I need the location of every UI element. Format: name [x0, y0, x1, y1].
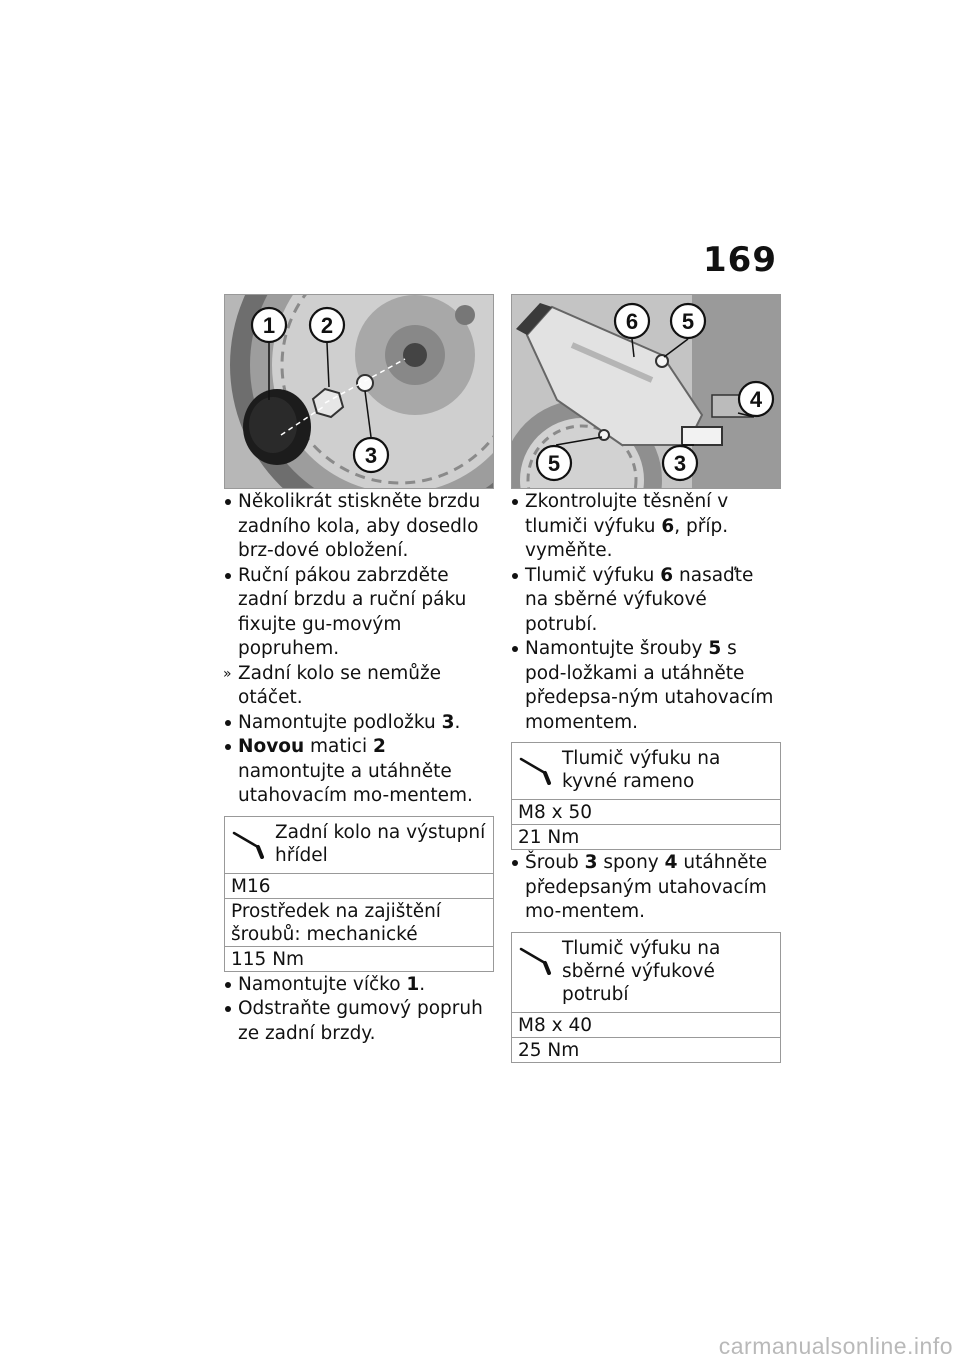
- spec-row: M8 x 40: [512, 1013, 780, 1038]
- torque-spec-table: [511, 932, 781, 1063]
- list-item: Zkontrolujte těsnění v tlumiči výfuku 6, příp. vyměňte.: [525, 491, 729, 561]
- callout-1: 1: [262, 313, 276, 338]
- watermark: carmanualsonline.info: [718, 1333, 953, 1359]
- spec-row: 25 Nm: [518, 1039, 580, 1061]
- callout-6: 6: [625, 309, 639, 334]
- spec-title: Tlumič výfuku na kyvné rameno: [562, 748, 721, 792]
- list-item: Tlumič výfuku 6 nasaďte na sběrné výfukové potrubí.: [525, 564, 754, 635]
- spec-title: Zadní kolo na výstupní hřídel: [275, 821, 486, 866]
- list-item: Ruční pákou zabrzděte zadní brzdu a ruční páku fixujte gu-movým popruhem.: [238, 564, 467, 659]
- list-item: Namontujte víčko 1.: [238, 973, 426, 995]
- list-item: Novou matici 2 namontujte a utáhněte utahovacím mo-mentem.: [238, 736, 473, 806]
- callout-3: 3: [364, 443, 378, 468]
- callout-3: 3: [673, 451, 687, 476]
- spec-row: Prostředek na zajištění šroubů: mechanické: [225, 899, 493, 947]
- list-item: Několikrát stiskněte brzdu zadního kola, aby dosedlo brz-dové obložení.: [238, 491, 481, 561]
- callout-4: 4: [749, 387, 763, 412]
- spec-row: M8 x 50: [512, 800, 780, 825]
- right-column: [511, 490, 779, 1064]
- torque-wrench-icon: [519, 757, 555, 785]
- spec-header: [512, 743, 780, 800]
- figure-exhaust: [511, 294, 781, 489]
- figure-rear-wheel: [224, 294, 494, 489]
- torque-wrench-icon: [232, 831, 268, 859]
- callout-5-top: 5: [681, 309, 695, 334]
- list-item: Namontujte šrouby 5 s pod-ložkami a utáhněte předepsa-ným utahovacím momentem.: [525, 638, 774, 733]
- spec-row: 115 Nm: [231, 948, 305, 970]
- list-item: Odstraňte gumový popruh ze zadní brzdy.: [238, 998, 483, 1044]
- spec-header: [225, 817, 493, 874]
- torque-spec-table: [511, 742, 781, 850]
- torque-spec-table: [224, 816, 494, 972]
- list-item: Namontujte podložku 3.: [238, 711, 461, 733]
- spec-title: Tlumič výfuku na sběrné výfukové potrubí: [562, 937, 721, 1005]
- callout-2: 2: [320, 313, 334, 338]
- left-column: [224, 490, 492, 1046]
- list-item: Šroub 3 spony 4 utáhněte předepsaným utahovacím mo-mentem.: [525, 852, 768, 922]
- spec-row: M16: [225, 874, 493, 899]
- page-number: 169: [703, 240, 777, 280]
- spec-header: [512, 933, 780, 1013]
- result-item: » Zadní kolo se nemůže otáčet.: [223, 662, 442, 708]
- callout-5-bottom: 5: [547, 451, 561, 476]
- spec-row: 21 Nm: [518, 827, 580, 848]
- torque-wrench-icon: [519, 947, 555, 975]
